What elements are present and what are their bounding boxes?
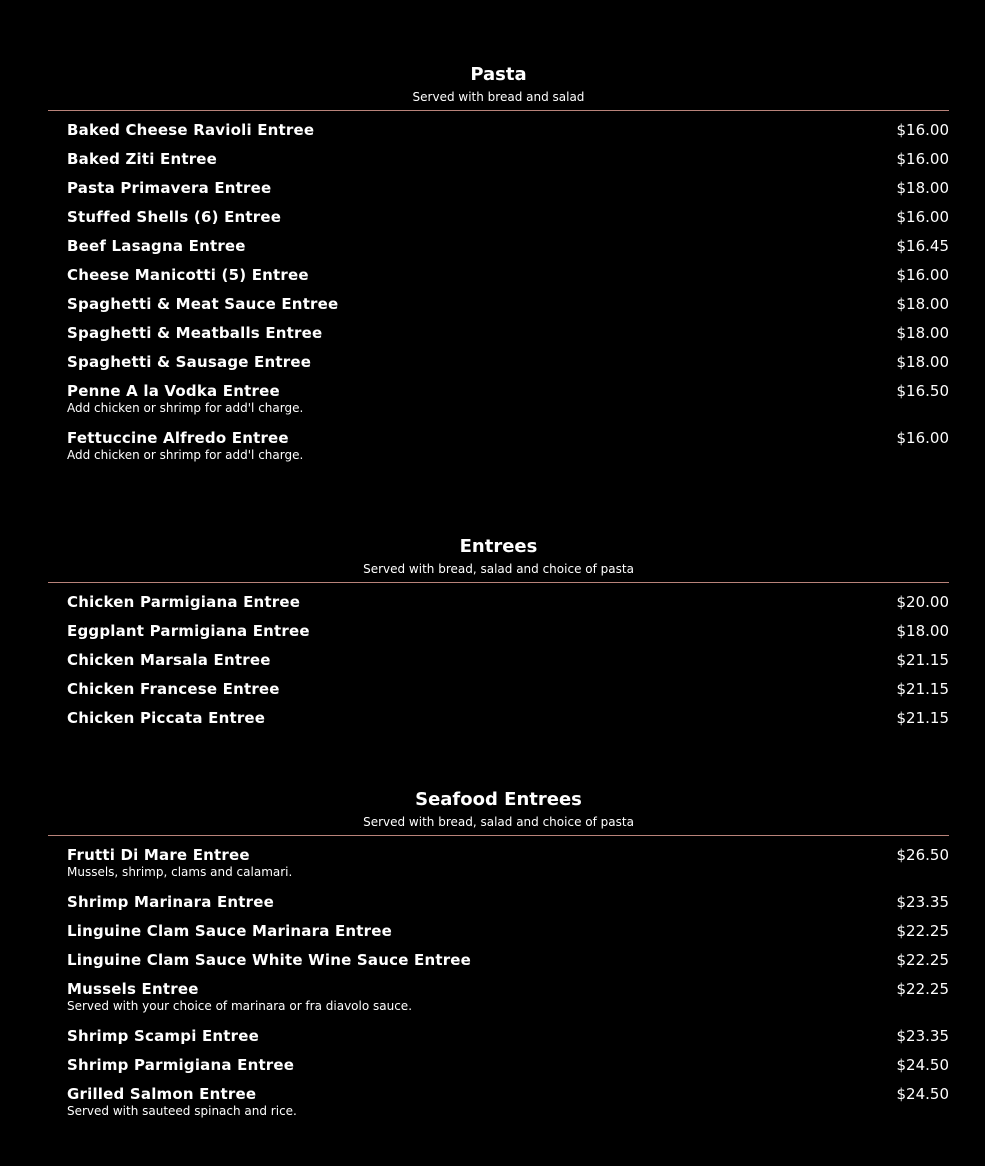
menu-item[interactable] (48, 290, 949, 319)
menu-item-price: $24.50 (896, 1056, 949, 1074)
menu-item[interactable] (48, 174, 949, 203)
menu-item-name: Chicken Piccata Entree (67, 709, 266, 727)
menu-item-name: Fettuccine Alfredo Entree (67, 429, 289, 447)
menu-item[interactable] (48, 841, 949, 888)
menu-item-name: Shrimp Marinara Entree (67, 893, 274, 911)
menu-item-price: $18.00 (896, 179, 949, 197)
menu-item-row (67, 917, 949, 946)
menu-item[interactable] (48, 588, 949, 617)
menu-item[interactable] (48, 377, 949, 424)
menu-item[interactable] (48, 1080, 949, 1127)
menu-item-price: $16.00 (896, 266, 949, 284)
menu-item[interactable] (48, 116, 949, 145)
menu-item-price: $18.00 (896, 353, 949, 371)
menu-item-price: $21.15 (896, 680, 949, 698)
menu-item-row (67, 588, 949, 617)
menu-item-description: Add chicken or shrimp for add'l charge. (67, 401, 304, 415)
section-title: Pasta (470, 64, 527, 85)
menu-item-list (48, 588, 949, 733)
menu-item-name: Pasta Primavera Entree (67, 179, 272, 197)
menu-item[interactable] (48, 946, 949, 975)
menu-item-name: Linguine Clam Sauce White Wine Sauce Entree (67, 951, 472, 969)
menu-item[interactable] (48, 348, 949, 377)
menu-item-row (67, 203, 949, 232)
menu-item-name: Chicken Parmigiana Entree (67, 593, 301, 611)
menu-item[interactable] (48, 1051, 949, 1080)
menu-item-row (67, 1080, 949, 1109)
menu-item[interactable] (48, 888, 949, 917)
menu-item-price: $26.50 (896, 846, 949, 864)
menu-item-row (67, 704, 949, 733)
menu-item-row (67, 174, 949, 203)
menu-item-name: Baked Cheese Ravioli Entree (67, 121, 315, 139)
menu-item-price: $16.00 (896, 150, 949, 168)
menu-item-row (67, 1022, 949, 1051)
menu-item-description: Mussels, shrimp, clams and calamari. (67, 865, 293, 879)
menu-item-price: $21.15 (896, 651, 949, 669)
menu-item[interactable] (48, 203, 949, 232)
menu-item-name: Linguine Clam Sauce Marinara Entree (67, 922, 392, 940)
section-divider (48, 835, 949, 836)
menu-item-top[interactable] (67, 0, 949, 9)
menu-item[interactable] (48, 617, 949, 646)
menu-item-row (67, 232, 949, 261)
menu-item-name: Shrimp Scampi Entree (67, 1027, 259, 1045)
menu-item[interactable] (48, 145, 949, 174)
menu-item[interactable] (48, 975, 949, 1022)
menu-item-description: Served with your choice of marinara or fra diavolo sauce. (67, 999, 413, 1013)
menu-item-price: $23.35 (896, 1027, 949, 1045)
section-pasta (48, 64, 949, 471)
menu-item-price: $16.50 (896, 382, 949, 400)
menu-item-name: Chicken Francese Entree (67, 680, 280, 698)
menu-item-price: $16.00 (896, 429, 949, 447)
menu-item-price: $22.25 (896, 980, 949, 998)
menu-item[interactable] (48, 1022, 949, 1051)
menu-item-row (67, 1051, 949, 1080)
menu-item-name: Frutti Di Mare Entree (67, 846, 250, 864)
menu-item-row (67, 348, 949, 377)
menu-item-description: Add chicken or shrimp for add'l charge. (67, 448, 304, 462)
menu-item-row (67, 946, 949, 975)
section-seafood-entrees (48, 789, 949, 1127)
menu-item-name: Spaghetti & Sausage Entree (67, 353, 312, 371)
menu-item-row (67, 675, 949, 704)
menu-item-name: Stuffed Shells (6) Entree (67, 208, 282, 226)
menu-item[interactable] (48, 319, 949, 348)
section-subtitle: Served with bread and salad (412, 90, 585, 104)
menu-item-price: $24.50 (896, 1085, 949, 1103)
menu-item-description: Served with sauteed spinach and rice. (67, 1104, 297, 1118)
menu-item[interactable] (48, 675, 949, 704)
menu-item-row (67, 975, 949, 1004)
menu-item-name: Baked Ziti Entree (67, 150, 218, 168)
section-divider (48, 110, 949, 111)
menu-item-row (67, 617, 949, 646)
menu-item-price: $20.00 (896, 593, 949, 611)
menu-item-row (67, 888, 949, 917)
menu-item-name: Grilled Salmon Entree (67, 1085, 257, 1103)
section-entrees (48, 536, 949, 733)
menu-item-price: $22.25 (896, 951, 949, 969)
menu-item-price: $18.00 (896, 622, 949, 640)
menu-item-price: $18.00 (896, 295, 949, 313)
menu-item-row (67, 841, 949, 870)
menu-item-name: Spaghetti & Meatballs Entree (67, 324, 323, 342)
menu-item-name: Penne A la Vodka Entree (67, 382, 280, 400)
menu-item-row (67, 261, 949, 290)
menu-item[interactable] (48, 261, 949, 290)
section-subtitle: Served with bread, salad and choice of pasta (363, 562, 634, 576)
menu-item-price: $18.00 (896, 324, 949, 342)
menu-item-price: $16.00 (896, 121, 949, 139)
menu-item-name: Cheese Manicotti (5) Entree (67, 266, 309, 284)
menu-item-name: Eggplant Parmigiana Entree (67, 622, 310, 640)
menu-item-price: $16.45 (896, 237, 949, 255)
menu-item[interactable] (48, 704, 949, 733)
section-title: Entrees (459, 536, 538, 557)
menu-item-row (67, 145, 949, 174)
menu-item-list (48, 841, 949, 1127)
menu-item-price: $23.35 (896, 893, 949, 911)
menu-item-row (67, 646, 949, 675)
section-subtitle: Served with bread, salad and choice of pasta (363, 815, 634, 829)
menu-item[interactable] (48, 646, 949, 675)
section-divider (48, 582, 949, 583)
menu-item-price: $22.25 (896, 922, 949, 940)
menu-item[interactable] (48, 232, 949, 261)
menu-item[interactable] (48, 917, 949, 946)
menu-item-row (67, 377, 949, 406)
menu-item-name: Spaghetti & Meat Sauce Entree (67, 295, 339, 313)
menu-item-name: Beef Lasagna Entree (67, 237, 246, 255)
menu-item-price: $16.00 (896, 208, 949, 226)
menu-item-name: Mussels Entree (67, 980, 199, 998)
menu-item[interactable] (48, 424, 949, 471)
menu-item-name: Chicken Marsala Entree (67, 651, 271, 669)
section-title: Seafood Entrees (415, 789, 582, 810)
menu-item-price: $21.15 (896, 709, 949, 727)
menu-item-row (67, 290, 949, 319)
menu-item-row (67, 424, 949, 453)
menu-item-row (67, 116, 949, 145)
menu-item-name: Shrimp Parmigiana Entree (67, 1056, 295, 1074)
menu-item-list (48, 116, 949, 471)
menu-item-row (67, 319, 949, 348)
